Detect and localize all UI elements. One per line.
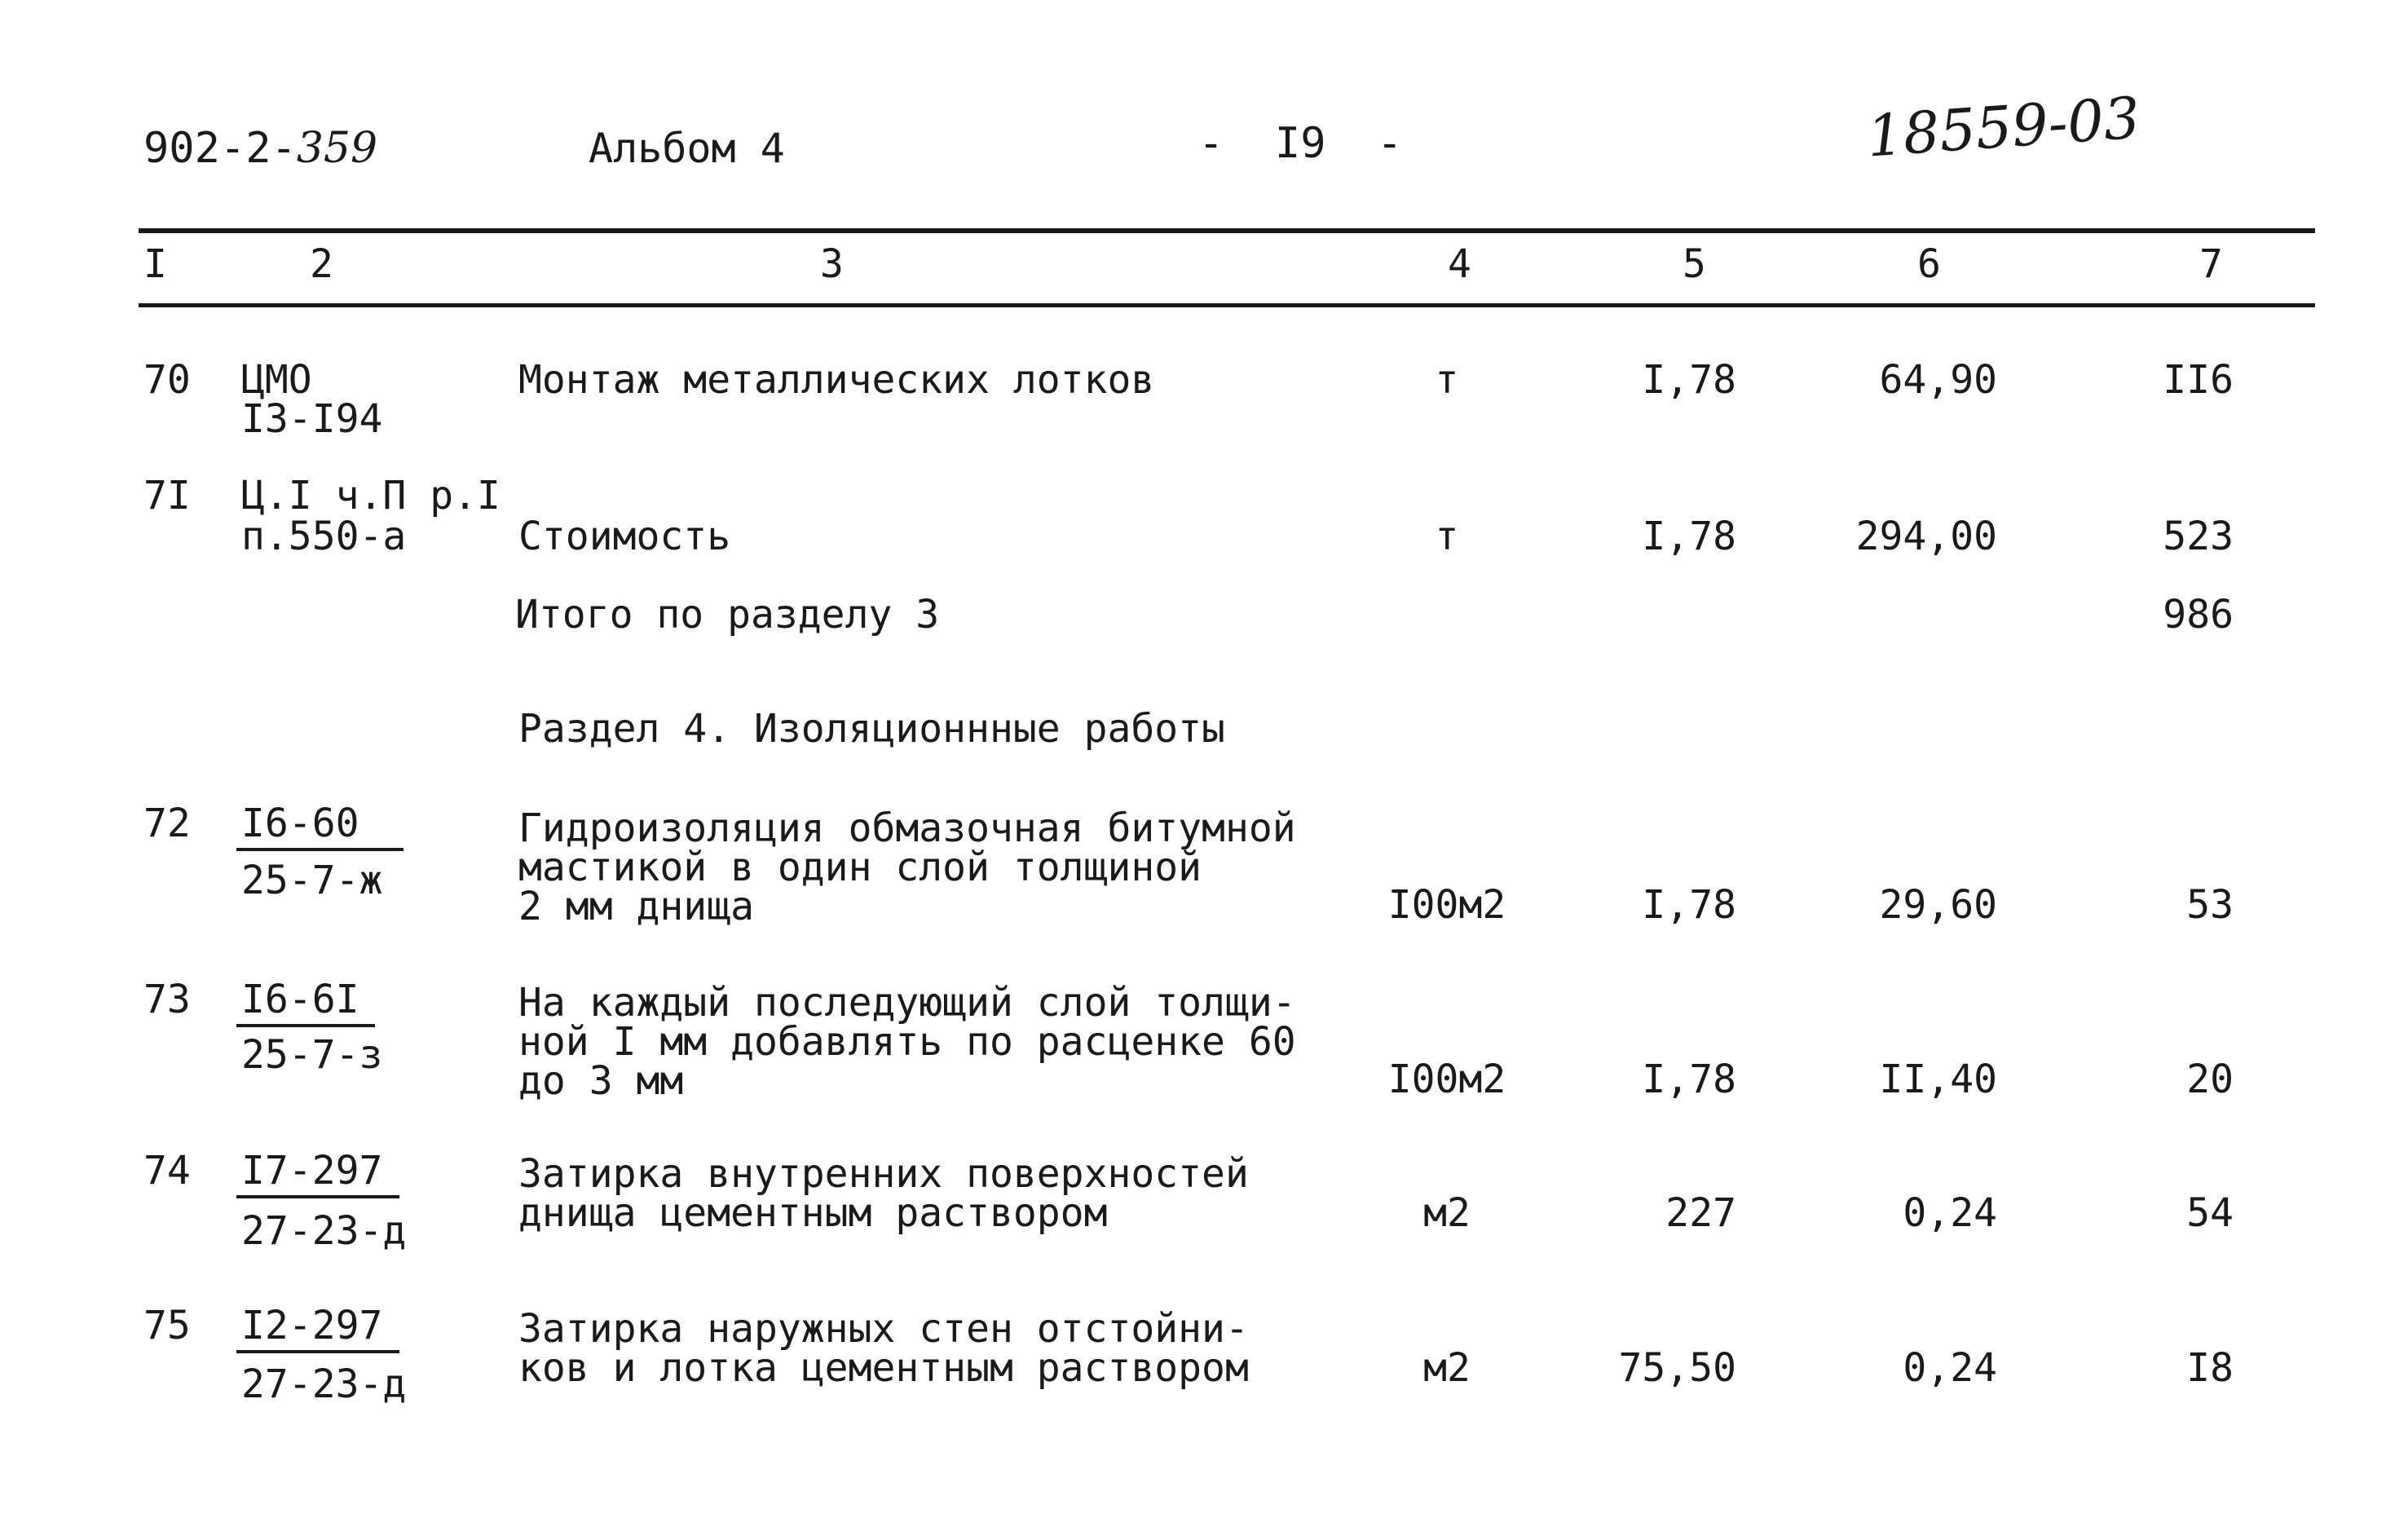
work-description-line-2: мастикой в один слой толщиной bbox=[518, 845, 1202, 890]
column-header-4: 4 bbox=[1448, 241, 1471, 287]
row-number: 74 bbox=[143, 1148, 191, 1194]
page-number: - I9 - bbox=[1198, 119, 1403, 168]
price-code-denominator: 27-23-д bbox=[241, 1361, 407, 1407]
total-cost: 53 bbox=[2186, 882, 2234, 928]
work-description: Стоимость bbox=[518, 514, 731, 559]
unit-price: 0,24 bbox=[1903, 1345, 1997, 1391]
work-description-line-2: днища цементным раствором bbox=[518, 1190, 1108, 1236]
work-description-line-3: до 3 мм bbox=[518, 1058, 684, 1104]
work-description-line-1: Затирка внутренних поверхностей bbox=[518, 1151, 1249, 1197]
unit-price: 294,00 bbox=[1855, 514, 1997, 559]
fraction-line bbox=[236, 848, 404, 851]
total-cost: 523 bbox=[2163, 514, 2234, 559]
quantity: I,78 bbox=[1642, 882, 1736, 928]
price-code-denominator: 25-7-ж bbox=[241, 858, 383, 903]
header-bottom-rule bbox=[139, 303, 2315, 307]
unit: I00м2 bbox=[1387, 1057, 1506, 1102]
price-code-top: ЦМО bbox=[241, 357, 312, 403]
handwritten-stamp-number: 18559-03 bbox=[1864, 84, 2142, 170]
column-header-1: I bbox=[143, 241, 167, 287]
unit-price: II,40 bbox=[1879, 1057, 1997, 1102]
quantity: 227 bbox=[1665, 1190, 1736, 1236]
work-description-line-1: Затирка наружных стен отстойни- bbox=[518, 1306, 1249, 1352]
price-code-numerator: I6-60 bbox=[241, 801, 359, 846]
work-description-line-2: ной I мм добавлять по расценке 60 bbox=[518, 1019, 1296, 1065]
column-header-3: 3 bbox=[820, 241, 844, 287]
price-code-top: Ц.I ч.П р.I bbox=[241, 473, 501, 518]
fraction-line bbox=[236, 1195, 399, 1198]
price-code-numerator: I7-297 bbox=[241, 1148, 383, 1194]
subtotal-label: Итого по разделу 3 bbox=[515, 592, 940, 638]
unit: т bbox=[1435, 357, 1459, 403]
total-cost: 54 bbox=[2186, 1190, 2234, 1236]
work-description-line-3: 2 мм днища bbox=[518, 884, 754, 929]
fraction-line bbox=[236, 1350, 399, 1353]
price-code-denominator: 27-23-д bbox=[241, 1208, 407, 1254]
document-code bbox=[143, 124, 378, 173]
work-description-line-1: Гидроизоляция обмазочная битумной bbox=[518, 805, 1296, 851]
price-code-bottom: п.550-а bbox=[241, 514, 407, 559]
column-header-2: 2 bbox=[310, 241, 333, 287]
document-code-handwritten: 359 bbox=[296, 124, 378, 173]
album-label: Альбом 4 bbox=[589, 125, 785, 172]
top-rule bbox=[139, 228, 2315, 233]
unit-price: 64,90 bbox=[1879, 357, 1997, 403]
price-code-numerator: I2-297 bbox=[241, 1303, 383, 1348]
row-number: 73 bbox=[143, 977, 191, 1022]
quantity: I,78 bbox=[1642, 357, 1736, 403]
column-header-6: 6 bbox=[1917, 241, 1941, 287]
quantity: I,78 bbox=[1642, 1057, 1736, 1102]
total-cost: II6 bbox=[2163, 357, 2234, 403]
total-cost: I8 bbox=[2186, 1345, 2234, 1391]
price-code-denominator: 25-7-з bbox=[241, 1032, 383, 1078]
fraction-line bbox=[236, 1024, 375, 1027]
quantity: 75,50 bbox=[1618, 1345, 1736, 1391]
quantity: I,78 bbox=[1642, 514, 1736, 559]
document-code-prefix: 902-2- bbox=[143, 124, 297, 173]
price-code-bottom: I3-I94 bbox=[241, 396, 383, 442]
subtotal-value: 986 bbox=[2163, 592, 2234, 638]
unit: I00м2 bbox=[1387, 882, 1506, 928]
work-description-line-2: ков и лотка цементным раствором bbox=[518, 1345, 1249, 1391]
work-description: Монтаж металлических лотков bbox=[518, 357, 1155, 403]
unit: т bbox=[1435, 514, 1459, 559]
unit: м2 bbox=[1423, 1345, 1471, 1391]
unit-price: 0,24 bbox=[1903, 1190, 1997, 1236]
work-description-line-1: На каждый последующий слой толщи- bbox=[518, 980, 1296, 1026]
column-header-5: 5 bbox=[1683, 241, 1706, 287]
row-number: 70 bbox=[143, 357, 191, 403]
row-number: 7I bbox=[143, 473, 191, 518]
unit-price: 29,60 bbox=[1879, 882, 1997, 928]
total-cost: 20 bbox=[2186, 1057, 2234, 1102]
section-heading: Раздел 4. Изоляционнные работы bbox=[518, 706, 1225, 752]
column-header-7: 7 bbox=[2199, 241, 2223, 287]
row-number: 75 bbox=[143, 1303, 191, 1348]
price-code-numerator: I6-6I bbox=[241, 977, 359, 1022]
row-number: 72 bbox=[143, 801, 191, 846]
unit: м2 bbox=[1423, 1190, 1471, 1236]
